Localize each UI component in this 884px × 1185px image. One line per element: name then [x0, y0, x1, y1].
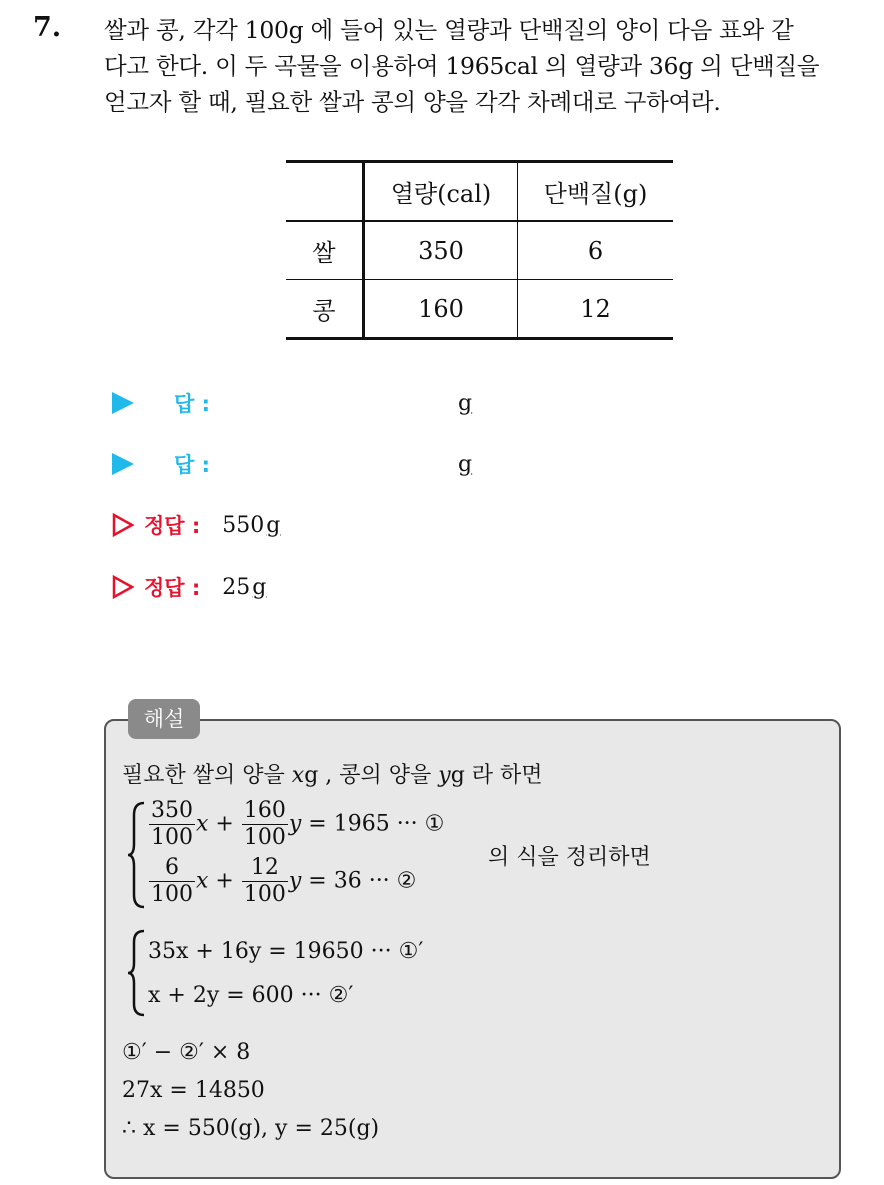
correct-answer-row-2: [112, 570, 266, 604]
equation-2: $\frac{6}{100}$ x + $\frac{12}{100}$ y = 36 ··· ②: [151, 855, 417, 907]
table-header-row: [286, 162, 673, 222]
correct-answer-label: 정답 :: [144, 514, 201, 538]
table-header-cell: 단백질(g): [518, 162, 674, 222]
equation-3: 35x + 16y = 19650 ··· ①′: [148, 939, 424, 964]
table-cell: 쌀: [286, 221, 364, 280]
numerator: 12: [242, 855, 288, 882]
solution-intro: [122, 758, 543, 789]
table-row: [286, 221, 673, 280]
solution-tab: 해설: [128, 699, 200, 739]
answer-label: 답 :: [174, 392, 210, 416]
table-header-cell: 열량(cal): [364, 162, 518, 222]
play-triangle-icon: [112, 392, 134, 414]
solution-step-1: ①′ − ②′ × 8: [122, 1040, 251, 1065]
question-text: [104, 12, 864, 120]
answer-input-1[interactable]: g: [458, 390, 473, 416]
correct-answer-label: 정답 :: [144, 576, 201, 600]
correct-answer-row-1: [112, 508, 280, 542]
equation-rhs: = 1965 ··· ①: [308, 811, 445, 837]
correct-value-number: 550: [222, 512, 265, 538]
correct-value-number: 25: [222, 574, 251, 600]
fraction: [149, 855, 195, 908]
table-cell: 160: [364, 280, 518, 339]
intro-text-b: g , 콩의 양을: [304, 763, 432, 788]
outline-triangle-icon: [112, 513, 134, 537]
outline-triangle-icon: [112, 575, 134, 599]
numerator: 350: [151, 798, 193, 823]
fraction: [242, 855, 288, 908]
table-cell: 350: [364, 221, 518, 280]
correct-value-unit: g: [252, 574, 267, 600]
table-row: [286, 280, 673, 339]
answer-input-2[interactable]: g: [458, 451, 473, 477]
intro-var-x: x: [291, 763, 305, 788]
answer-label: 답 :: [174, 453, 210, 477]
denominator: 100: [243, 882, 286, 907]
equation-1: $\frac{350}{100}$ x + $\frac{160}{100}$ y = 1965 ··· ①: [151, 798, 445, 850]
play-triangle-icon: [112, 453, 134, 475]
correct-answer-value: [222, 513, 280, 538]
solution-step-2: 27x = 14850: [122, 1078, 265, 1103]
correct-value-unit: g: [266, 512, 281, 538]
question-line-2: 다고 한다. 이 두 곡물을 이용하여 1965cal 의 열량과 36g 의 단백질을: [104, 52, 820, 80]
table-header-cell: [286, 162, 364, 222]
numerator: 6: [149, 855, 195, 882]
solution-note: 의 식을 정리하면: [488, 845, 651, 870]
table-cell: 콩: [286, 280, 364, 339]
left-brace-icon: [126, 800, 148, 910]
nutrition-table: [286, 160, 673, 340]
question-line-3: 얻고자 할 때, 필요한 쌀과 콩의 양을 각각 차례대로 구하여라.: [104, 88, 721, 116]
answer-row-1: [112, 387, 473, 419]
question-line-1: 쌀과 콩, 각각 100g 에 들어 있는 열량과 단백질의 양이 다음 표와 같: [104, 16, 794, 44]
solution-step-3: ∴ x = 550(g), y = 25(g): [122, 1116, 380, 1141]
table-cell: 6: [518, 221, 674, 280]
denominator: 100: [151, 882, 193, 907]
left-brace-icon: [126, 928, 148, 1018]
fraction: [149, 798, 195, 851]
equation-rhs: = 36 ··· ②: [308, 868, 417, 894]
correct-answer-value: [222, 575, 266, 600]
answer-row-2: [112, 448, 473, 480]
table-cell: 12: [518, 280, 674, 339]
intro-var-y: y: [438, 763, 451, 788]
equation-4: x + 2y = 600 ··· ②′: [148, 983, 354, 1008]
fraction: [242, 798, 288, 851]
question-number: 7.: [33, 12, 62, 43]
intro-text-c: g 라 하면: [450, 763, 543, 788]
intro-text-a: 필요한 쌀의 양을: [122, 763, 285, 788]
denominator: 100: [243, 825, 286, 850]
denominator: 100: [151, 825, 193, 850]
numerator: 160: [243, 798, 286, 823]
